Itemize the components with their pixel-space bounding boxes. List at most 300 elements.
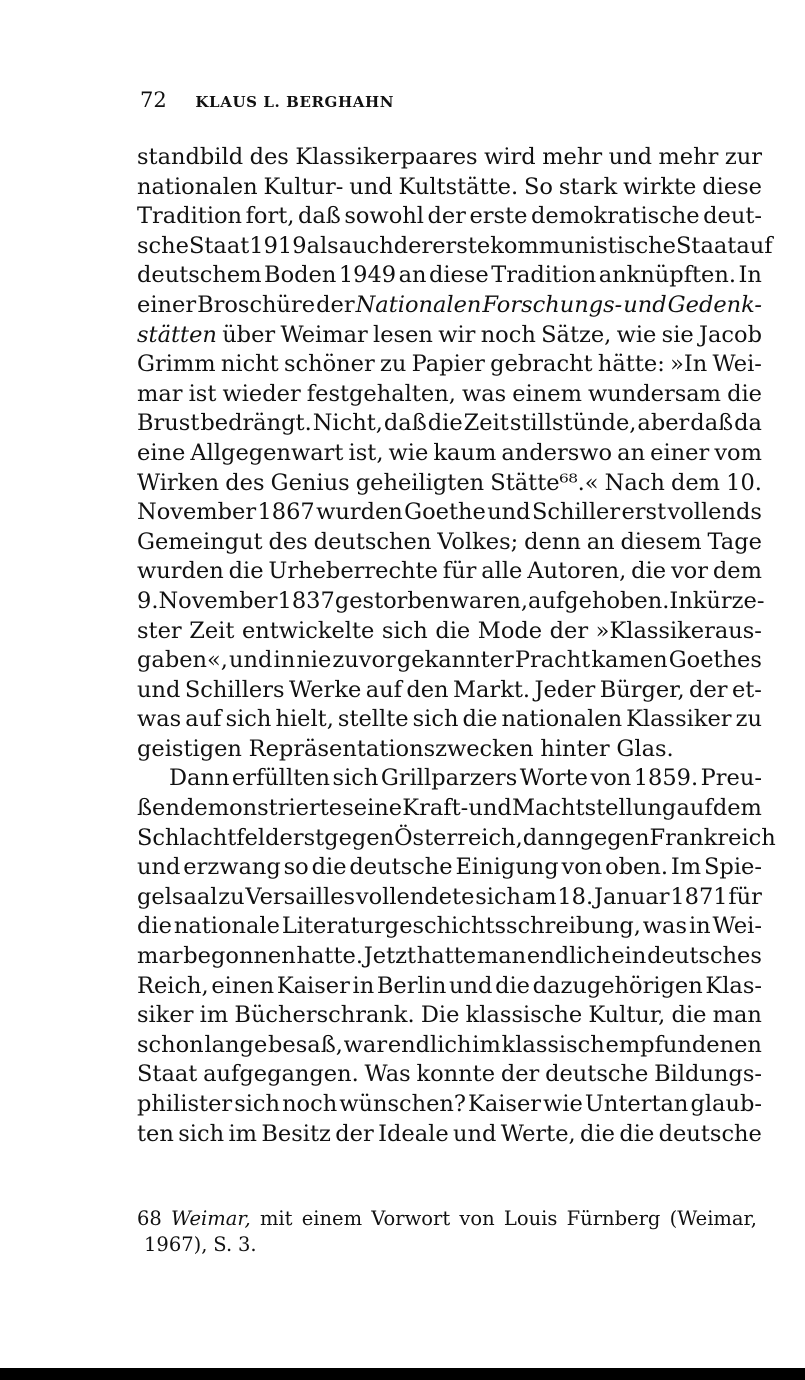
word: Bildungs- bbox=[654, 1061, 762, 1088]
word: der bbox=[689, 676, 728, 703]
word: deutschem bbox=[137, 262, 262, 289]
word: dann bbox=[522, 824, 580, 851]
text-line bbox=[137, 1120, 762, 1150]
word: Grillparzers bbox=[380, 765, 518, 792]
text-line bbox=[137, 469, 762, 499]
word: hätte: bbox=[597, 351, 665, 378]
word: eine bbox=[137, 439, 186, 466]
footnote bbox=[137, 1206, 757, 1258]
word: für bbox=[728, 883, 762, 910]
word: erst bbox=[279, 824, 325, 851]
word: kaum bbox=[433, 439, 497, 466]
text-line bbox=[137, 883, 762, 913]
word: Bücherschrank. bbox=[234, 1002, 415, 1029]
word: des bbox=[268, 528, 308, 555]
word: philister bbox=[137, 1091, 233, 1117]
word: daß bbox=[690, 410, 734, 437]
word: endlich bbox=[526, 943, 611, 970]
word: schon bbox=[137, 1031, 204, 1058]
word: Jetzt bbox=[363, 943, 417, 970]
word: Papier bbox=[411, 351, 485, 378]
word: deutschen bbox=[313, 528, 432, 555]
word: der bbox=[549, 617, 589, 644]
word: empfundenen bbox=[605, 1031, 762, 1058]
word: hatte. bbox=[296, 943, 363, 970]
word: kommunistische bbox=[490, 232, 676, 259]
text-line bbox=[137, 1060, 762, 1090]
word: vor bbox=[670, 558, 708, 585]
word: Nicht, bbox=[312, 410, 383, 437]
word: sich bbox=[234, 1091, 281, 1117]
word: sich bbox=[178, 1120, 225, 1147]
word: diesem bbox=[620, 528, 702, 555]
text-line bbox=[137, 143, 762, 173]
word: Glas. bbox=[616, 735, 674, 762]
word: seine bbox=[342, 795, 403, 822]
word: denn bbox=[524, 528, 581, 555]
word: auf bbox=[736, 232, 773, 259]
word: Autoren, bbox=[527, 558, 627, 585]
word: Versailles bbox=[245, 883, 356, 910]
word: und bbox=[137, 676, 181, 703]
word: Tradition bbox=[137, 203, 243, 230]
word: Jacob bbox=[699, 321, 762, 348]
running-header bbox=[140, 86, 394, 116]
word: auch bbox=[338, 232, 394, 259]
word: wird bbox=[484, 144, 536, 170]
word: an bbox=[586, 528, 615, 555]
word: in bbox=[688, 913, 711, 940]
text-line bbox=[137, 676, 762, 706]
word: man bbox=[476, 943, 527, 970]
word: nicht bbox=[220, 351, 279, 378]
word: die bbox=[671, 1002, 707, 1029]
word: deutsche bbox=[349, 854, 453, 881]
word: und bbox=[623, 291, 667, 318]
word: 1867 bbox=[257, 499, 315, 526]
word: Volkes; bbox=[437, 528, 519, 555]
word: einen bbox=[211, 972, 275, 999]
word: Allgegenwart bbox=[190, 439, 344, 466]
word: der bbox=[316, 291, 355, 318]
scan-edge bbox=[0, 1368, 805, 1380]
word: gestorben bbox=[334, 587, 450, 614]
word: die bbox=[311, 854, 347, 881]
word: Nach bbox=[604, 469, 665, 496]
text-line bbox=[137, 942, 762, 972]
word: zuvor bbox=[332, 647, 396, 674]
word: 68 bbox=[137, 1207, 162, 1230]
word: auf bbox=[676, 795, 713, 822]
word: besaß, bbox=[268, 1031, 343, 1058]
word: Staat bbox=[188, 232, 250, 259]
word: sich bbox=[332, 765, 379, 792]
word: Kaiser bbox=[276, 972, 350, 999]
word: die bbox=[619, 1120, 655, 1147]
word: Pracht bbox=[514, 647, 591, 674]
word: und bbox=[487, 499, 531, 526]
word: Frankreich bbox=[649, 824, 776, 851]
text-line bbox=[137, 824, 776, 854]
word: Goethes bbox=[668, 647, 762, 674]
word: Spie- bbox=[704, 854, 762, 881]
word: Dann bbox=[169, 765, 230, 792]
word: Klassiker bbox=[626, 706, 732, 733]
word: Brust bbox=[137, 410, 200, 437]
word: S. bbox=[213, 1233, 233, 1256]
word: et- bbox=[731, 676, 762, 703]
word: nationale bbox=[173, 913, 280, 940]
text-line bbox=[137, 202, 762, 232]
word: sich bbox=[412, 706, 459, 733]
word: Was bbox=[364, 1061, 411, 1088]
word: (Weimar, bbox=[669, 1207, 757, 1230]
word: Weimar bbox=[280, 321, 368, 348]
word: nationalen bbox=[137, 173, 258, 200]
text-line bbox=[137, 557, 762, 587]
word: die bbox=[631, 558, 667, 585]
word: stätten bbox=[137, 321, 217, 348]
word: demokratische bbox=[531, 203, 700, 230]
text-line bbox=[137, 705, 762, 735]
word: geistigen bbox=[137, 735, 242, 762]
word: festgehalten, bbox=[306, 380, 456, 407]
word: noch bbox=[282, 1091, 338, 1117]
word: wundersam bbox=[587, 380, 721, 407]
word: ist, bbox=[348, 439, 384, 466]
word: und bbox=[608, 144, 652, 170]
word: klassisch bbox=[501, 1031, 605, 1058]
word: Machtstellung bbox=[511, 795, 677, 822]
word: Stätte⁶⁸.« bbox=[490, 469, 599, 496]
word: November bbox=[137, 499, 257, 526]
word: Berlin bbox=[376, 972, 447, 999]
word: wie bbox=[388, 439, 429, 466]
word: Goethe bbox=[404, 499, 486, 526]
word: Besitz bbox=[261, 1120, 331, 1147]
word: einer bbox=[650, 439, 710, 466]
word: Mode bbox=[477, 617, 543, 644]
word: 1837 bbox=[277, 587, 335, 614]
word: Staat bbox=[137, 1061, 198, 1088]
word: In bbox=[669, 587, 693, 614]
word: Die bbox=[420, 1002, 460, 1029]
word: Reich, bbox=[137, 972, 209, 999]
word: nie bbox=[296, 647, 332, 674]
word: zur bbox=[724, 144, 762, 170]
word: Wirken bbox=[137, 469, 220, 496]
word: sich bbox=[475, 883, 522, 910]
word: in bbox=[273, 647, 296, 674]
text-line bbox=[137, 646, 762, 676]
word: die bbox=[580, 1120, 615, 1147]
word: wurden bbox=[316, 499, 403, 526]
word: diese bbox=[428, 262, 489, 289]
word: von bbox=[561, 854, 603, 881]
word: war bbox=[343, 1031, 388, 1058]
word: stark bbox=[558, 173, 618, 200]
word: an bbox=[617, 439, 646, 466]
footnote-line bbox=[137, 1232, 757, 1258]
word: in bbox=[352, 972, 375, 999]
word: einem bbox=[512, 380, 582, 407]
text-line bbox=[137, 617, 762, 647]
word: aufgehoben. bbox=[528, 587, 670, 614]
word: sich bbox=[381, 617, 428, 644]
word: Staat bbox=[675, 232, 737, 259]
word: Tradition bbox=[491, 262, 597, 289]
word: entwickelte bbox=[241, 617, 375, 644]
word: Louis bbox=[503, 1207, 558, 1230]
word: Gedenk- bbox=[667, 291, 762, 318]
text-line bbox=[137, 794, 762, 824]
word: Gemeingut bbox=[137, 528, 263, 555]
word: siker bbox=[137, 1002, 194, 1029]
word: den bbox=[406, 676, 449, 703]
word: nationalen bbox=[501, 706, 623, 733]
word: wünschen? bbox=[339, 1091, 466, 1117]
word: wie bbox=[543, 1091, 583, 1117]
word: Weimar, bbox=[171, 1207, 251, 1230]
word: demonstrierte bbox=[180, 795, 343, 822]
word: aber bbox=[637, 410, 690, 437]
word: gebracht bbox=[490, 351, 593, 378]
word: In bbox=[738, 262, 762, 289]
text-line bbox=[137, 173, 762, 203]
word: der bbox=[335, 1120, 374, 1147]
word: Werte, bbox=[500, 1120, 576, 1147]
word: die bbox=[495, 972, 530, 999]
word: Schillers bbox=[184, 676, 285, 703]
word: 9. bbox=[137, 587, 159, 614]
word: erste bbox=[432, 232, 491, 259]
word: noch bbox=[480, 321, 536, 348]
word: Worte bbox=[519, 765, 588, 792]
word: ster bbox=[137, 617, 182, 644]
word: Kaiser bbox=[468, 1091, 542, 1117]
word: stellte bbox=[337, 706, 409, 733]
word: gegen bbox=[324, 824, 395, 851]
word: Boden bbox=[264, 262, 337, 289]
word: Preu- bbox=[700, 765, 762, 792]
text-line bbox=[137, 409, 762, 439]
word: Vorwort bbox=[371, 1207, 451, 1230]
word: wieder bbox=[222, 380, 301, 407]
word: Repräsentationszwecken bbox=[248, 735, 534, 762]
word: Kraft- bbox=[402, 795, 469, 822]
word: 1859. bbox=[633, 765, 699, 792]
word: wir bbox=[438, 321, 476, 348]
word: erste bbox=[469, 203, 528, 230]
word: Kultur, bbox=[588, 1002, 666, 1029]
word: als bbox=[306, 232, 339, 259]
word: zu bbox=[380, 351, 407, 378]
word: Im bbox=[670, 854, 702, 881]
word: stillstünde, bbox=[509, 410, 637, 437]
word: Österreich, bbox=[394, 824, 523, 851]
word: einer bbox=[137, 291, 197, 318]
word: konnte bbox=[416, 1061, 496, 1088]
word: der bbox=[393, 232, 433, 259]
text-line bbox=[137, 321, 762, 351]
word: schöner bbox=[284, 351, 375, 378]
word: 18. bbox=[557, 883, 594, 910]
text-line bbox=[137, 735, 762, 765]
word: von bbox=[590, 765, 632, 792]
word: erst bbox=[621, 499, 667, 526]
word: mit bbox=[259, 1207, 293, 1230]
word: deut- bbox=[703, 203, 762, 230]
word: da bbox=[734, 410, 762, 437]
word: über bbox=[222, 321, 276, 348]
word: ist bbox=[188, 380, 217, 407]
word: wurden bbox=[137, 558, 224, 585]
word: geheiligten bbox=[355, 469, 485, 496]
word: fort, bbox=[245, 203, 295, 230]
word: Kultstätte. bbox=[398, 173, 519, 200]
word: anknüpften. bbox=[598, 262, 737, 289]
word: deutsche bbox=[658, 1120, 762, 1147]
word: Einigung bbox=[455, 854, 559, 881]
word: 1949 bbox=[338, 262, 397, 289]
word: »In bbox=[670, 351, 708, 378]
word: die bbox=[462, 706, 498, 733]
word: sich bbox=[225, 706, 272, 733]
word: »Klassikeraus- bbox=[595, 617, 762, 644]
word: Broschüre bbox=[197, 291, 316, 318]
word: gekannter bbox=[396, 647, 514, 674]
word: deutsche bbox=[545, 1061, 649, 1088]
word: des bbox=[225, 469, 265, 496]
word: deutsches bbox=[647, 943, 762, 970]
word: und bbox=[449, 972, 493, 999]
word: vollends bbox=[667, 499, 762, 526]
word: im bbox=[228, 1120, 257, 1147]
word: daß bbox=[297, 203, 341, 230]
word: zu bbox=[218, 883, 245, 910]
word: Schlachtfeld bbox=[137, 824, 280, 851]
word: Wei- bbox=[712, 913, 762, 940]
word: lange bbox=[204, 1031, 268, 1058]
word: Zeit bbox=[463, 410, 509, 437]
word: der bbox=[500, 1061, 540, 1088]
word: auf bbox=[365, 676, 402, 703]
word: man bbox=[712, 1002, 762, 1029]
word: wirkte bbox=[623, 173, 697, 200]
word: gegen bbox=[579, 824, 650, 851]
word: Untertan bbox=[584, 1091, 689, 1117]
text-line bbox=[137, 1031, 762, 1061]
text-line bbox=[137, 587, 765, 617]
word: Zeit bbox=[189, 617, 235, 644]
word: begonnen bbox=[183, 943, 296, 970]
word: und bbox=[453, 1120, 497, 1147]
word: Wei- bbox=[712, 351, 762, 378]
word: Markt. bbox=[452, 676, 531, 703]
text-line bbox=[137, 972, 762, 1002]
word: Urheberrechte bbox=[268, 558, 438, 585]
word: und bbox=[137, 854, 181, 881]
word: sowohl bbox=[344, 203, 424, 230]
text-line bbox=[137, 380, 762, 410]
word: im bbox=[199, 1002, 229, 1029]
word: diese bbox=[702, 173, 762, 200]
word: und bbox=[349, 173, 393, 200]
word: lesen bbox=[373, 321, 433, 348]
word: der bbox=[427, 203, 466, 230]
text-line bbox=[137, 853, 762, 883]
body-text bbox=[137, 143, 776, 1149]
text-line bbox=[137, 1090, 762, 1120]
word: Bürger, bbox=[599, 676, 685, 703]
word: alle bbox=[481, 558, 523, 585]
word: waren, bbox=[449, 587, 529, 614]
word: vom bbox=[714, 439, 762, 466]
word: 3. bbox=[238, 1233, 257, 1256]
word: was bbox=[642, 913, 688, 940]
text-line bbox=[137, 232, 773, 262]
word: die bbox=[427, 410, 463, 437]
text-line bbox=[137, 291, 762, 321]
word: mar bbox=[137, 380, 183, 407]
word: 10. bbox=[726, 469, 762, 496]
page-number: 72 bbox=[140, 88, 167, 112]
word: die bbox=[435, 617, 471, 644]
word: Klas- bbox=[705, 972, 762, 999]
word: Januar bbox=[593, 883, 670, 910]
word: kürze- bbox=[692, 587, 765, 614]
word: so bbox=[283, 854, 309, 881]
word: dem bbox=[712, 795, 762, 822]
word: klassische bbox=[465, 1002, 583, 1029]
word: die bbox=[137, 913, 172, 940]
word: auf bbox=[185, 706, 222, 733]
word: glaub- bbox=[690, 1091, 762, 1117]
word: was bbox=[461, 380, 507, 407]
word: Schiller bbox=[531, 499, 621, 526]
word: von bbox=[459, 1207, 495, 1230]
word: zu bbox=[735, 706, 762, 733]
word: wie bbox=[616, 321, 657, 348]
word: gaben«, bbox=[137, 647, 228, 674]
word: erfüllten bbox=[231, 765, 331, 792]
word: Jeder bbox=[534, 676, 596, 703]
word: ßen bbox=[137, 795, 180, 822]
word: mar bbox=[137, 943, 183, 970]
word: die bbox=[727, 380, 762, 407]
word: Tage bbox=[707, 528, 762, 555]
word: 1967), bbox=[144, 1233, 208, 1256]
word: am bbox=[521, 883, 557, 910]
word: Klassikerpaares bbox=[295, 144, 478, 170]
word: hinter bbox=[540, 735, 610, 762]
word: vollendete bbox=[355, 883, 475, 910]
word: sche bbox=[137, 232, 189, 259]
word: was bbox=[137, 706, 182, 733]
text-line bbox=[137, 498, 762, 528]
word: erzwang bbox=[183, 854, 281, 881]
word: Grimm bbox=[137, 351, 216, 378]
word: des bbox=[249, 144, 289, 170]
word: Genius bbox=[270, 469, 350, 496]
word: 1871 bbox=[670, 883, 728, 910]
text-line bbox=[137, 439, 762, 469]
word: hielt, bbox=[275, 706, 334, 733]
word: die bbox=[228, 558, 264, 585]
word: dem bbox=[712, 558, 762, 585]
footnote-line bbox=[137, 1206, 757, 1232]
word: Sätze, bbox=[541, 321, 612, 348]
